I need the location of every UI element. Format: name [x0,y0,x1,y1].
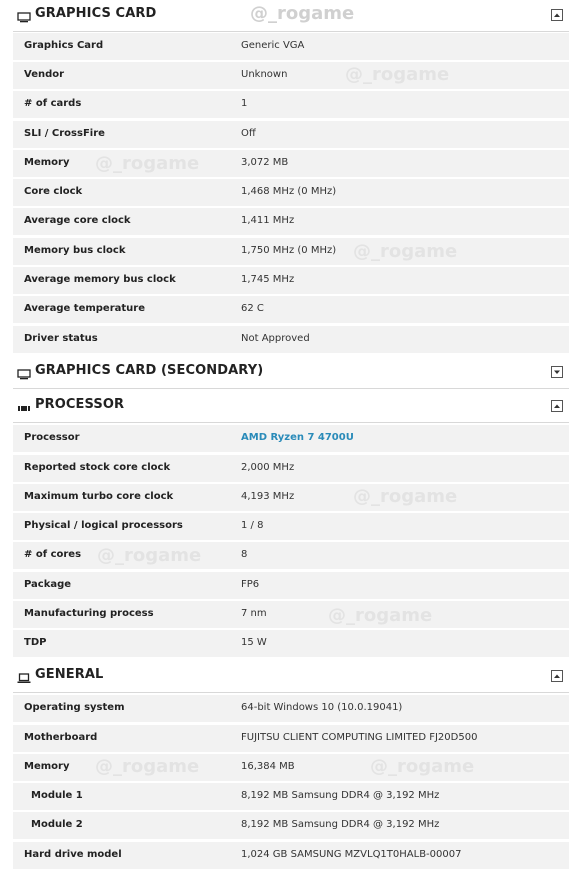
table-row [13,179,569,206]
table-row [13,208,569,235]
table-row [13,783,569,810]
row-label: Package [24,579,72,590]
section-title: GENERAL [35,667,104,682]
row-value: 15 W [241,637,267,648]
watermark: @_rogame [97,545,202,566]
table-row [13,121,569,148]
table-row [13,630,569,657]
row-value: 8,192 MB Samsung DDR4 @ 3,192 MHz [241,819,440,830]
row-label: Module 1 [31,790,83,801]
row-value: Off [241,128,256,139]
watermark: @_rogame [345,64,450,85]
row-label: Motherboard [24,732,98,743]
watermark: @_rogame [370,756,475,777]
row-label: Reported stock core clock [24,462,171,473]
row-label: Average core clock [24,215,131,226]
row-label: Average temperature [24,303,146,314]
row-value: 1 [241,98,248,109]
row-value: 1,750 MHz (0 MHz) [241,245,337,256]
table-row [13,425,569,452]
row-value: 2,000 MHz [241,462,295,473]
row-label: Graphics Card [24,40,104,51]
row-value: 1,024 GB SAMSUNG MZVLQ1T0HALB-00007 [241,849,462,860]
row-label: TDP [24,637,47,648]
watermark: @_rogame [353,241,458,262]
row-label: Memory bus clock [24,245,126,256]
watermark: @_rogame [95,153,200,174]
cpu-icon [17,400,31,414]
section-title: GRAPHICS CARD (SECONDARY) [35,363,264,378]
table-row [13,484,569,511]
section-header-general[interactable] [13,661,569,693]
table-row [13,601,569,628]
table-row [13,695,569,722]
row-label: Manufacturing process [24,608,154,619]
table-row [13,33,569,60]
table-row [13,91,569,118]
row-value: 1,745 MHz [241,274,295,285]
watermark: @_rogame [353,486,458,507]
collapse-toggle-icon[interactable] [551,9,563,21]
row-value: FP6 [241,579,260,590]
table-row [13,842,569,869]
table-row [13,572,569,599]
table-row [13,455,569,482]
table-row [13,326,569,353]
row-label: Memory [24,761,70,772]
row-value: 1 / 8 [241,520,264,531]
row-value: 8 [241,549,248,560]
processor-link[interactable]: AMD Ryzen 7 4700U [241,432,354,443]
row-value: Unknown [241,69,288,80]
row-value: Not Approved [241,333,310,344]
row-value: 1,411 MHz [241,215,295,226]
row-label: # of cards [24,98,82,109]
laptop-icon [17,670,31,684]
row-value: FUJITSU CLIENT COMPUTING LIMITED FJ20D500 [241,732,478,743]
row-value: 64-bit Windows 10 (10.0.19041) [241,702,403,713]
table-row [13,62,569,89]
section-title: GRAPHICS CARD [35,6,157,21]
table-row [13,296,569,323]
row-label: Maximum turbo core clock [24,491,174,502]
row-label: # of cores [24,549,82,560]
collapse-toggle-icon[interactable] [551,400,563,412]
row-label: Processor [24,432,80,443]
row-label: Average memory bus clock [24,274,176,285]
table-row [13,267,569,294]
section-header-processor[interactable] [13,391,569,423]
section-header-graphics-card-secondary[interactable] [13,357,569,389]
monitor-icon [17,366,31,380]
row-value: 1,468 MHz (0 MHz) [241,186,337,197]
row-label: Driver status [24,333,98,344]
row-label: Core clock [24,186,83,197]
table-row [13,238,569,265]
row-value: 3,072 MB [241,157,289,168]
row-label: Hard drive model [24,849,122,860]
row-value: 16,384 MB [241,761,295,772]
row-label: Module 2 [31,819,83,830]
row-label: SLI / CrossFire [24,128,105,139]
row-label: Memory [24,157,70,168]
row-label: Operating system [24,702,125,713]
row-value: 62 C [241,303,264,314]
expand-toggle-icon[interactable] [551,366,563,378]
row-value: 8,192 MB Samsung DDR4 @ 3,192 MHz [241,790,440,801]
row-value: 7 nm [241,608,267,619]
monitor-icon [17,9,31,23]
watermark: @_rogame [95,756,200,777]
section-title: PROCESSOR [35,397,125,412]
table-row [13,513,569,540]
collapse-toggle-icon[interactable] [551,670,563,682]
row-value: Generic VGA [241,40,305,51]
table-row [13,725,569,752]
watermark: @_rogame [328,605,433,626]
table-row [13,812,569,839]
row-label: Vendor [24,69,65,80]
watermark: @_rogame [250,3,355,24]
row-label: Physical / logical processors [24,520,183,531]
row-value: 4,193 MHz [241,491,295,502]
